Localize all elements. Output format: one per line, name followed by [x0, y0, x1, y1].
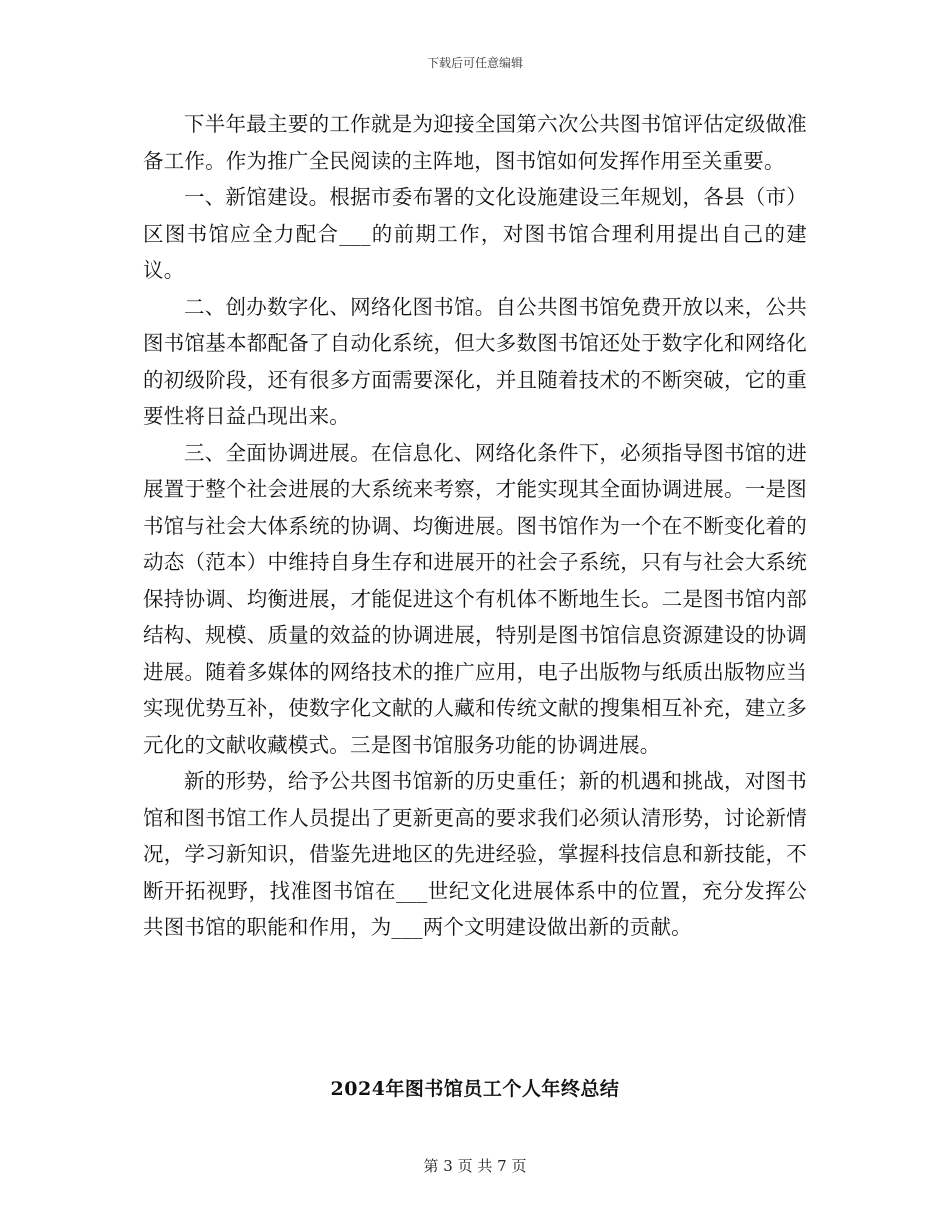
document-body: [143, 106, 807, 946]
page-header: 下载后可任意编辑: [426, 56, 523, 70]
section-title: 2024年图书馆员工个人年终总结: [330, 1078, 620, 1100]
paragraph-digital-library: 二、创办数字化、网络化图书馆。自公共图书馆免费开放以来，公共图书馆基本都配备了自动化系统，但大多数图书馆还处于数字化和网络化的初级阶段，还有很多方面需要深化，并且随着技术的不断突破，它的重要性将日益凸现出来。: [143, 294, 807, 428]
paragraph-conclusion: 新的形势，给予公共图书馆新的历史重任；新的机遇和挑战，对图书馆和图书馆工作人员提出了更新更高的要求我们必须认清形势，讨论新情况，学习新知识，借鉴先进地区的先进经验，掌握科技信息和新技能，不断开拓视野，找准图书馆在___世纪文化进展体系中的位置，充分发挥公共图书馆的职能和作用，为___两个文明建设做出新的贡献。: [143, 769, 807, 939]
paragraph-coordinated-development: 三、全面协调进展。在信息化、网络化条件下，必须指导图书馆的进展置于整个社会进展的大系统来考察，才能实现其全面协调进展。一是图书馆与社会大体系统的协调、均衡进展。图书馆作为一个在不断变化着的动态（范本）中维持自身生存和进展开的社会子系统，只有与社会大系统保持协调、均衡进展，才能促进这个有机体不断地生长。二是图书馆内部结构、规模、质量的效益的协调进展，特别是图书馆信息资源建设的协调进展。随着多媒体的网络技术的推广应用，电子出版物与纸质出版物应当实现优势互补，使数字化文献的人藏和传统文献的搜集相互补充，建立多元化的文献收藏模式。三是图书馆服务功能的协调进展。: [143, 440, 807, 757]
paragraph-intro: 下半年最主要的工作就是为迎接全国第六次公共图书馆评估定级做准备工作。作为推广全民阅读的主阵地，图书馆如何发挥作用至关重要。: [143, 112, 807, 173]
page-footer: 第 3 页 共 7 页: [423, 1157, 527, 1175]
paragraph-new-library: 一、新馆建设。根据市委布署的文化设施建设三年规划，各县（市）区图书馆应全力配合___的前期工作，对图书馆合理利用提出自己的建议。: [143, 185, 807, 282]
